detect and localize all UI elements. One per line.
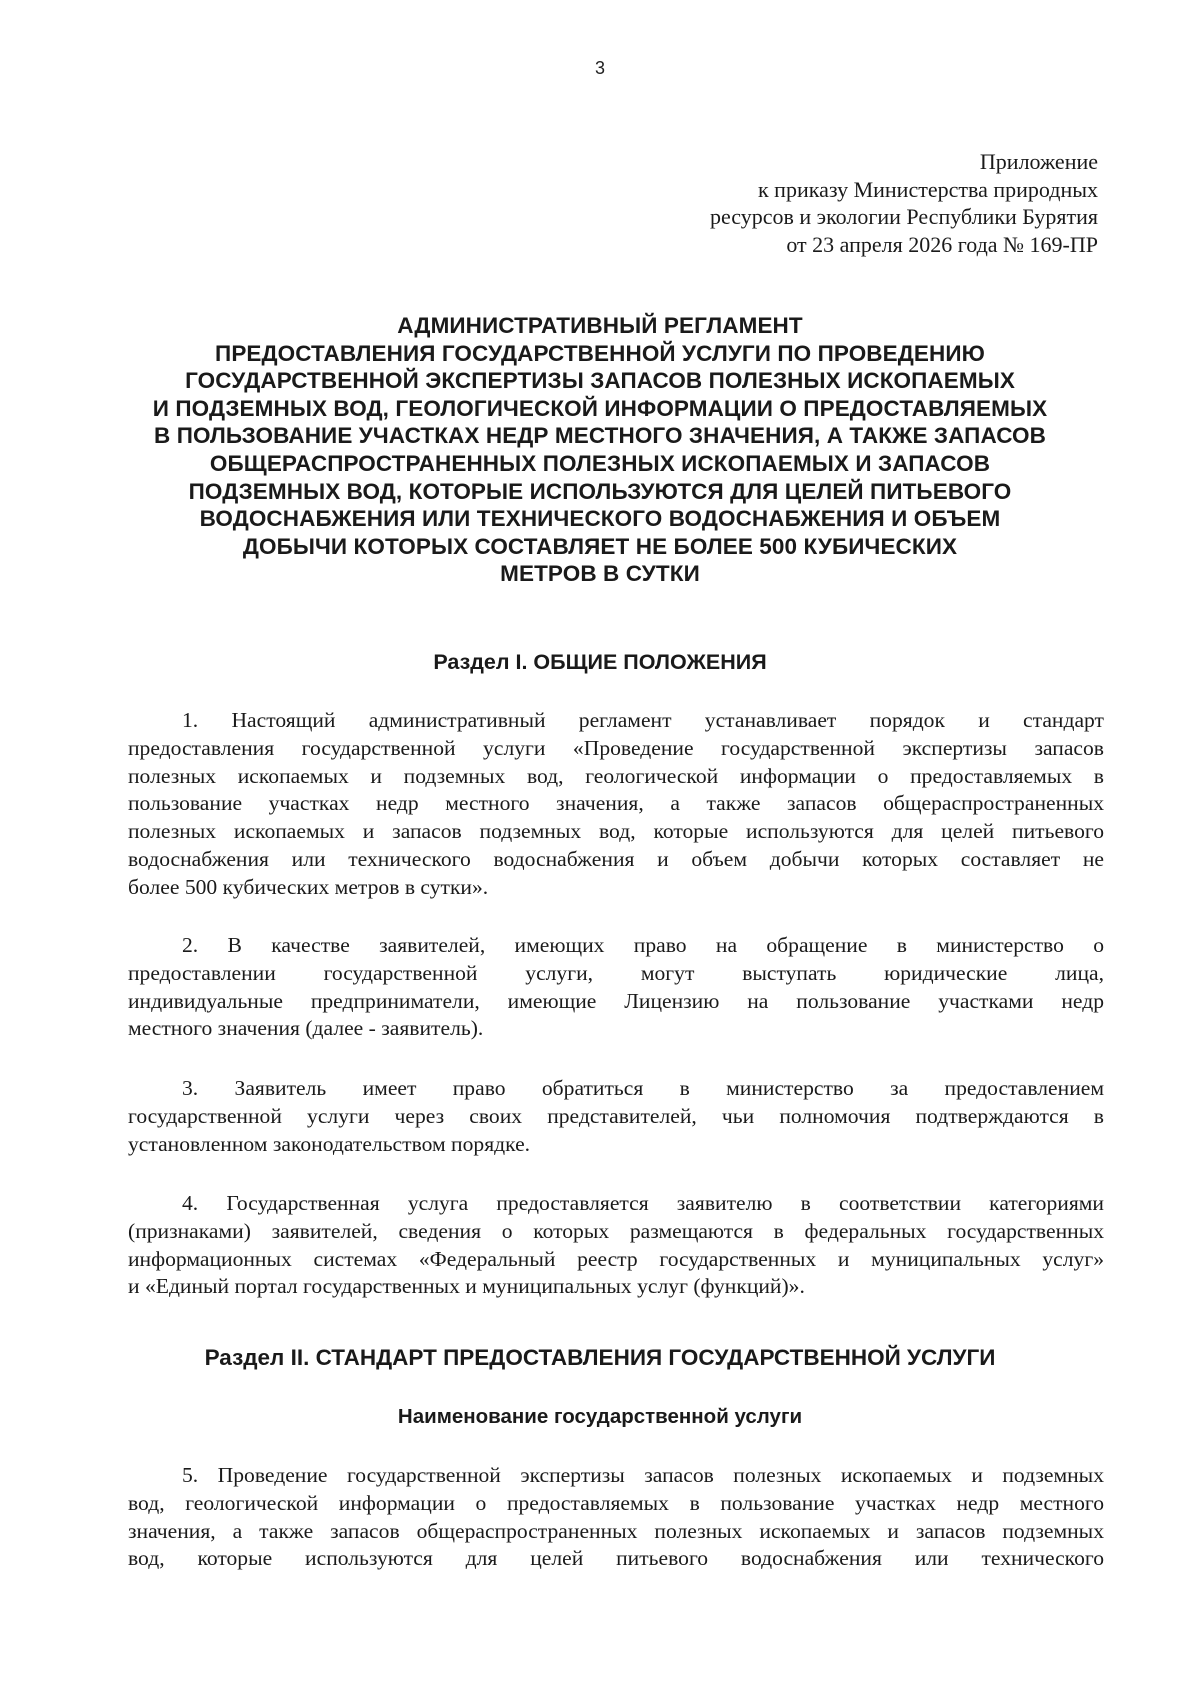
title-line: И ПОДЗЕМНЫХ ВОД, ГЕОЛОГИЧЕСКОЙ ИНФОРМАЦИИ О ПРЕДОСТАВЛЯЕМЫХ (152, 395, 1048, 421)
paragraph-2 (128, 932, 1104, 1043)
paragraph-line: полезных ископаемых и подземных вод, геологической информации о предоставляемых в (128, 763, 1104, 788)
title-line: АДМИНИСТРАТИВНЫЙ РЕГЛАМЕНТ (397, 313, 803, 338)
paragraph-line: 4. Государственная услуга предоставляется заявителю в соответствии категориями (182, 1191, 1104, 1215)
paragraph-line: 3. Заявитель имеет право обратиться в министерство за предоставлением (182, 1076, 1104, 1100)
paragraph-line: (признаками) заявителей, сведения о которых размещаются в федеральных государственных (128, 1218, 1104, 1243)
page-number: 3 (594, 58, 605, 78)
appendix-line: к приказу Министерства природных (757, 176, 1098, 202)
title-line: ПРЕДОСТАВЛЕНИЯ ГОСУДАРСТВЕННОЙ УСЛУГИ ПО ПРОВЕДЕНИЮ (215, 340, 985, 366)
section-2-heading: Раздел II. СТАНДАРТ ПРЕДОСТАВЛЕНИЯ ГОСУДАРСТВЕННОЙ УСЛУГИ (204, 1345, 996, 1370)
paragraph-line: и «Единый портал государственных и муниципальных услуг (функций)». (128, 1274, 805, 1299)
title-line: ДОБЫЧИ КОТОРЫХ СОСТАВЛЯЕТ НЕ БОЛЕЕ 500 КУБИЧЕСКИХ (242, 533, 958, 559)
appendix-note (578, 148, 1098, 258)
paragraph-line: полезных ископаемых и запасов подземных вод, которые используются для целей питьевого (128, 819, 1104, 844)
paragraph-line: информационных системах «Федеральный реестр государственных и муниципальных услуг» (128, 1246, 1104, 1271)
title-line: В ПОЛЬЗОВАНИЕ УЧАСТКАХ НЕДР МЕСТНОГО ЗНАЧЕНИЯ, А ТАКЖЕ ЗАПАСОВ (154, 423, 1046, 449)
title-line: ПОДЗЕМНЫХ ВОД, КОТОРЫЕ ИСПОЛЬЗУЮТСЯ ДЛЯ ЦЕЛЕЙ ПИТЬЕВОГО (188, 478, 1012, 504)
title-line: ГОСУДАРСТВЕННОЙ ЭКСПЕРТИЗЫ ЗАПАСОВ ПОЛЕЗНЫХ ИСКОПАЕМЫХ (185, 368, 1015, 394)
appendix-line: Приложение (979, 149, 1098, 174)
paragraph-5 (128, 1462, 1104, 1573)
title-line: ВОДОСНАБЖЕНИЯ ИЛИ ТЕХНИЧЕСКОГО ВОДОСНАБЖЕНИЯ И ОБЪЕМ (199, 506, 1001, 532)
paragraph-line: индивидуальные предприниматели, имеющие Лицензию на пользование участками недр (128, 988, 1104, 1013)
section-1-heading: Раздел I. ОБЩИЕ ПОЛОЖЕНИЯ (433, 650, 767, 674)
paragraph-line: более 500 кубических метров в сутки». (128, 874, 489, 899)
paragraph-line: 1. Настоящий административный регламент устанавливает порядок и стандарт (182, 708, 1104, 732)
paragraph-4 (128, 1190, 1104, 1301)
paragraph-line: вод, геологической информации о предоставляемых в пользование участках недр местного (128, 1490, 1104, 1515)
subsection-heading: Наименование государственной услуги (397, 1405, 803, 1428)
paragraph-line: пользование участках недр местного значения, а также запасов общераспространенных (128, 791, 1104, 816)
paragraph-line: вод, которые используются для целей питьевого водоснабжения или технического (128, 1546, 1104, 1571)
paragraph-3 (128, 1075, 1104, 1158)
title-line: ОБЩЕРАСПРОСТРАНЕННЫХ ПОЛЕЗНЫХ ИСКОПАЕМЫХ И ЗАПАСОВ (209, 450, 991, 476)
paragraph-line: водоснабжения или технического водоснабжения и объем добычи которых составляет не (128, 846, 1104, 871)
paragraph-line: 2. В качестве заявителей, имеющих право на обращение в министерство о (182, 933, 1104, 957)
paragraph-line: государственной услуги через своих представителей, чьи полномочия подтверждаются в (128, 1103, 1104, 1128)
paragraph-line: местного значения (далее - заявитель). (128, 1016, 484, 1041)
paragraph-line: предоставлении государственной услуги, могут выступать юридические лица, (128, 960, 1104, 985)
appendix-line: ресурсов и экологии Республики Бурятия (709, 204, 1098, 229)
paragraph-1 (128, 707, 1104, 902)
paragraph-line: 5. Проведение государственной экспертизы запасов полезных ископаемых и подземных (182, 1463, 1104, 1487)
paragraph-line: установленном законодательством порядке. (128, 1131, 531, 1156)
paragraph-line: значения, а также запасов общераспространенных полезных ископаемых и запасов подземных (128, 1518, 1104, 1543)
paragraph-line: предоставления государственной услуги «Проведение государственной экспертизы запасов (128, 735, 1104, 760)
document-title (90, 312, 1110, 588)
title-line: МЕТРОВ В СУТКИ (500, 561, 700, 587)
appendix-line: от 23 апреля 2026 года № 169-ПР (786, 231, 1098, 257)
